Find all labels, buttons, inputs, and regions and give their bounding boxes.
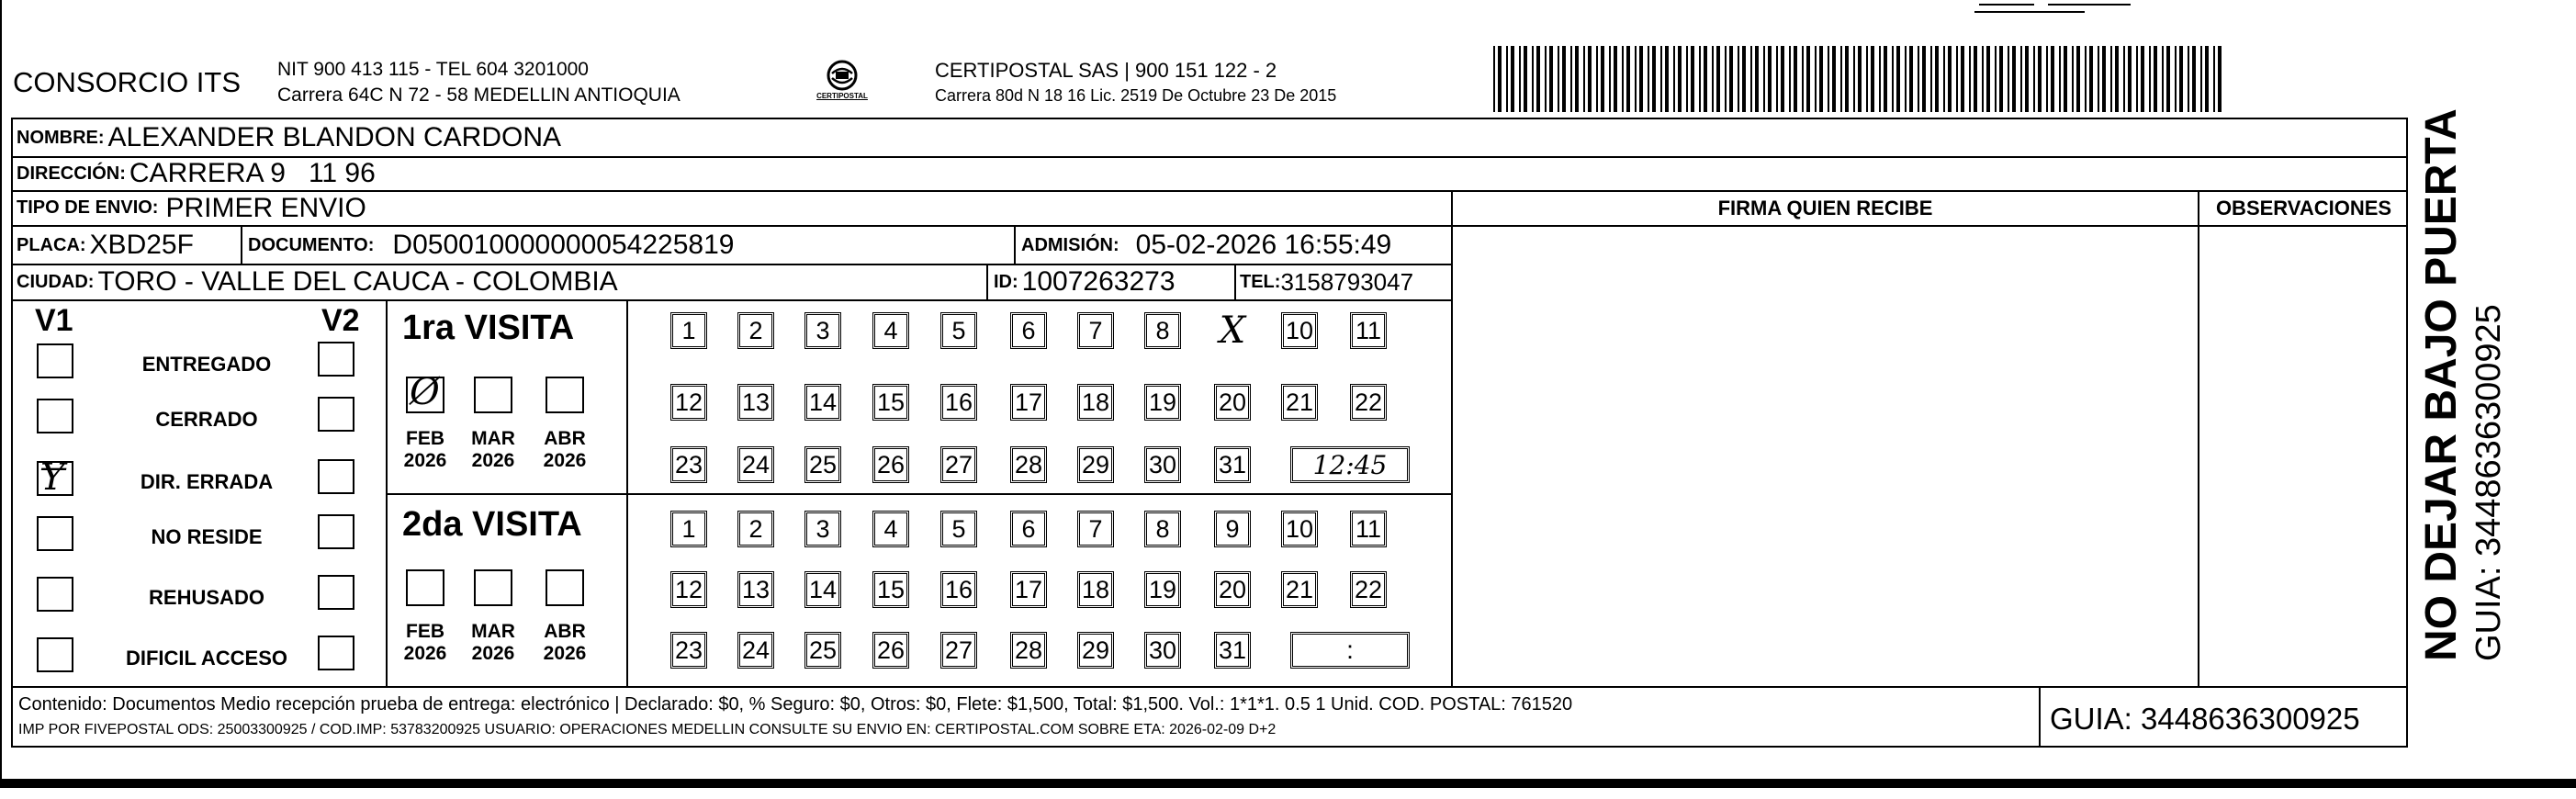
tipo-field <box>17 191 1302 225</box>
documento-label: DOCUMENTO: <box>248 234 375 255</box>
day-box: 24 <box>737 632 774 669</box>
day-box: 14 <box>804 384 841 421</box>
time-box: 12:45 <box>1290 446 1410 483</box>
day-mark: X <box>1219 309 1246 352</box>
day-box: 29 <box>1077 632 1114 669</box>
year-label: 2026 <box>471 643 515 664</box>
day-box: 22 <box>1350 384 1387 421</box>
day-box: 24 <box>737 446 774 483</box>
status-divider <box>386 299 388 686</box>
field-divider <box>1014 225 1016 264</box>
footer-line1: Contenido: Documentos Medio recepción prueba de entrega: electrónico | Declarado: $0, % Seguro: $0, Otros: $0, Flete: $1,500, Total: $1,500. Vol.: 1*1*1. 0.5 1 Unid. COD. POSTAL: 761520 <box>18 694 1573 715</box>
tel-value: 3158793047 <box>1280 267 1414 296</box>
documento-value: D050010000000054225819 <box>392 230 735 260</box>
day-box: 13 <box>737 571 774 608</box>
day-box: 12 <box>670 384 707 421</box>
day-box: 21 <box>1281 571 1318 608</box>
month-label: FEB <box>406 428 444 449</box>
field-divider <box>986 264 988 299</box>
placa-value: XBD25F <box>89 230 194 260</box>
month-checkbox <box>406 371 444 413</box>
day-box: 13 <box>737 384 774 421</box>
month-checkbox <box>474 569 512 606</box>
certipostal-logo-icon <box>812 55 872 108</box>
nombre-label: NOMBRE: <box>17 127 105 148</box>
id-field <box>994 264 1234 299</box>
admision-label: ADMISIÓN: <box>1021 234 1119 255</box>
v2-checkbox <box>318 636 354 670</box>
day-box: 20 <box>1214 384 1251 421</box>
tipo-label: TIPO DE ENVIO: <box>17 197 159 218</box>
tel-label: TEL: <box>1240 271 1281 292</box>
day-box: 4 <box>872 511 909 547</box>
company-line1: NIT 900 413 115 - TEL 604 3201000 <box>277 59 589 80</box>
day-box: 14 <box>804 571 841 608</box>
corner-mark <box>2048 4 2131 6</box>
day-box: 7 <box>1077 312 1114 349</box>
day-box: 28 <box>1010 446 1047 483</box>
admision-field <box>1021 227 1449 264</box>
company-name: CONSORCIO ITS <box>13 66 242 98</box>
status-option-label: NO RESIDE <box>151 525 263 548</box>
status-option-label: DIR. ERRADA <box>140 470 274 493</box>
placa-label: PLACA: <box>17 234 86 255</box>
day-box <box>1214 309 1251 352</box>
observaciones-header: OBSERVACIONES <box>2215 197 2392 219</box>
day-box: 5 <box>940 312 977 349</box>
time-box: : <box>1290 632 1410 669</box>
month-label: MAR <box>471 428 515 449</box>
day-box: 15 <box>872 384 909 421</box>
day-box: 8 <box>1144 312 1181 349</box>
v1-checkbox <box>37 637 73 672</box>
day-box: 9 <box>1214 511 1251 547</box>
year-label: 2026 <box>403 450 447 471</box>
row-line <box>11 299 1451 301</box>
left-edge <box>0 0 2 781</box>
month-label: MAR <box>471 621 515 642</box>
day-box: 31 <box>1214 446 1251 483</box>
day-box: 12 <box>670 571 707 608</box>
ciudad-field <box>17 264 986 299</box>
field-divider <box>241 225 242 264</box>
signature-divider <box>1451 190 1453 686</box>
id-value: 1007263273 <box>1021 266 1176 297</box>
month-label: ABR <box>544 428 586 449</box>
day-box: 10 <box>1281 511 1318 547</box>
first-visit-title: 1ra VISITA <box>402 309 575 347</box>
certi-line2: Carrera 80d N 18 16 Lic. 2519 De Octubre 23 De 2015 <box>935 86 1337 105</box>
day-box: 16 <box>940 384 977 421</box>
status-option-label: CERRADO <box>155 408 258 431</box>
status-option-label: ENTREGADO <box>141 353 272 376</box>
day-box: 11 <box>1350 511 1387 547</box>
ciudad-label: CIUDAD: <box>17 271 95 292</box>
day-box: 22 <box>1350 571 1387 608</box>
day-box: 10 <box>1281 312 1318 349</box>
row-line <box>11 686 2408 688</box>
day-box: 30 <box>1144 632 1181 669</box>
corner-mark <box>1979 4 2034 6</box>
day-box: 18 <box>1077 384 1114 421</box>
signature-header-line <box>1451 225 2408 227</box>
day-box: 27 <box>940 632 977 669</box>
year-label: 2026 <box>403 643 447 664</box>
day-box: 15 <box>872 571 909 608</box>
month-label: FEB <box>406 621 444 642</box>
v2-checkbox <box>318 397 354 432</box>
id-label: ID: <box>994 271 1018 292</box>
day-box: 25 <box>804 632 841 669</box>
day-box: 8 <box>1144 511 1181 547</box>
day-box: 6 <box>1010 312 1047 349</box>
month-mark: Ø <box>410 371 440 413</box>
direccion-field <box>17 157 1302 190</box>
day-box: 7 <box>1077 511 1114 547</box>
year-label: 2026 <box>543 450 587 471</box>
day-box: 16 <box>940 571 977 608</box>
month-checkbox <box>406 569 444 606</box>
v2-checkbox <box>318 514 354 549</box>
year-label: 2026 <box>471 450 515 471</box>
day-box: 23 <box>670 632 707 669</box>
day-box: 28 <box>1010 632 1047 669</box>
day-box: 2 <box>737 312 774 349</box>
day-box: 23 <box>670 446 707 483</box>
month-checkbox <box>546 377 584 413</box>
no-dejar-bajo-puerta: NO DEJAR BAJO PUERTA <box>2417 108 2466 661</box>
v1-checkbox <box>37 343 73 378</box>
admision-value: 05-02-2026 16:55:49 <box>1135 230 1392 260</box>
day-box: 11 <box>1350 312 1387 349</box>
v1-label: V1 <box>35 303 73 338</box>
day-box: 26 <box>872 632 909 669</box>
side-warning <box>2415 108 2525 661</box>
v1-checkbox <box>37 456 73 499</box>
day-box: 25 <box>804 446 841 483</box>
bottom-edge <box>0 779 2576 788</box>
logo-text: CERTIPOSTAL <box>816 92 868 100</box>
nombre-value: ALEXANDER BLANDON CARDONA <box>107 122 561 152</box>
v2-checkbox <box>318 342 354 377</box>
corner-mark <box>1974 11 2085 13</box>
documento-field <box>248 227 1014 264</box>
barcode-graphic <box>1493 46 2222 112</box>
v2-checkbox <box>318 459 354 494</box>
day-box: 19 <box>1144 384 1181 421</box>
v1-checkbox <box>37 399 73 433</box>
day-box: 31 <box>1214 632 1251 669</box>
day-box: 17 <box>1010 384 1047 421</box>
day-box: 30 <box>1144 446 1181 483</box>
day-box: 1 <box>670 511 707 547</box>
year-label: 2026 <box>543 643 587 664</box>
status-option-label: DIFICIL ACCESO <box>125 647 287 670</box>
day-box: 26 <box>872 446 909 483</box>
footer-guia: GUIA: 3448636300925 <box>2050 702 2360 736</box>
day-box: 4 <box>872 312 909 349</box>
day-box: 19 <box>1144 571 1181 608</box>
day-box: 6 <box>1010 511 1047 547</box>
tipo-value: PRIMER ENVIO <box>165 192 366 223</box>
v2-label: V2 <box>321 303 360 338</box>
v2-checkbox <box>318 575 354 610</box>
day-box: 2 <box>737 511 774 547</box>
footer-line2: IMP POR FIVEPOSTAL ODS: 25003300925 / COD.IMP: 53783200925 USUARIO: OPERACIONES MEDELLIN CONSULTE SU ENVIO EN: CERTIPOSTAL.COM SOBRE ETA: 2026-02-09 D+2 <box>18 722 1277 737</box>
second-visit-title: 2da VISITA <box>402 505 582 544</box>
company-line2: Carrera 64C N 72 - 58 MEDELLIN ANTIOQUIA <box>277 84 681 106</box>
certi-line1: CERTIPOSTAL SAS | 900 151 122 - 2 <box>935 59 1277 82</box>
day-box: 3 <box>804 511 841 547</box>
side-guia: GUIA: 3448636300925 <box>2469 304 2508 661</box>
tel-field <box>1240 264 1451 299</box>
day-box: 5 <box>940 511 977 547</box>
barcode <box>1493 46 2222 112</box>
observaciones-divider <box>2198 190 2199 686</box>
v1-checkbox <box>37 516 73 551</box>
direccion-label: DIRECCIÓN: <box>17 163 126 184</box>
day-box: 20 <box>1214 571 1251 608</box>
status-option-label: REHUSADO <box>149 586 264 609</box>
certipostal-logo <box>812 55 872 108</box>
month-checkbox <box>546 569 584 606</box>
direccion-value: CARRERA 9 11 96 <box>129 158 376 188</box>
placa-field <box>17 227 241 264</box>
month-checkbox <box>474 377 512 413</box>
footer-divider <box>2039 686 2041 748</box>
field-divider <box>1234 264 1236 299</box>
day-box: 21 <box>1281 384 1318 421</box>
day-box: 17 <box>1010 571 1047 608</box>
visit-divider <box>626 299 628 686</box>
day-box: 27 <box>940 446 977 483</box>
day-box: 3 <box>804 312 841 349</box>
month-label: ABR <box>544 621 586 642</box>
day-box: 1 <box>670 312 707 349</box>
ciudad-value: TORO - VALLE DEL CAUCA - COLOMBIA <box>97 266 618 297</box>
nombre-field <box>17 119 1302 156</box>
row-line <box>386 493 1451 495</box>
day-box: 18 <box>1077 571 1114 608</box>
v1-mark: Ɏ <box>40 456 65 499</box>
firma-header: FIRMA QUIEN RECIBE <box>1717 197 1933 219</box>
day-box: 29 <box>1077 446 1114 483</box>
v1-checkbox <box>37 577 73 612</box>
